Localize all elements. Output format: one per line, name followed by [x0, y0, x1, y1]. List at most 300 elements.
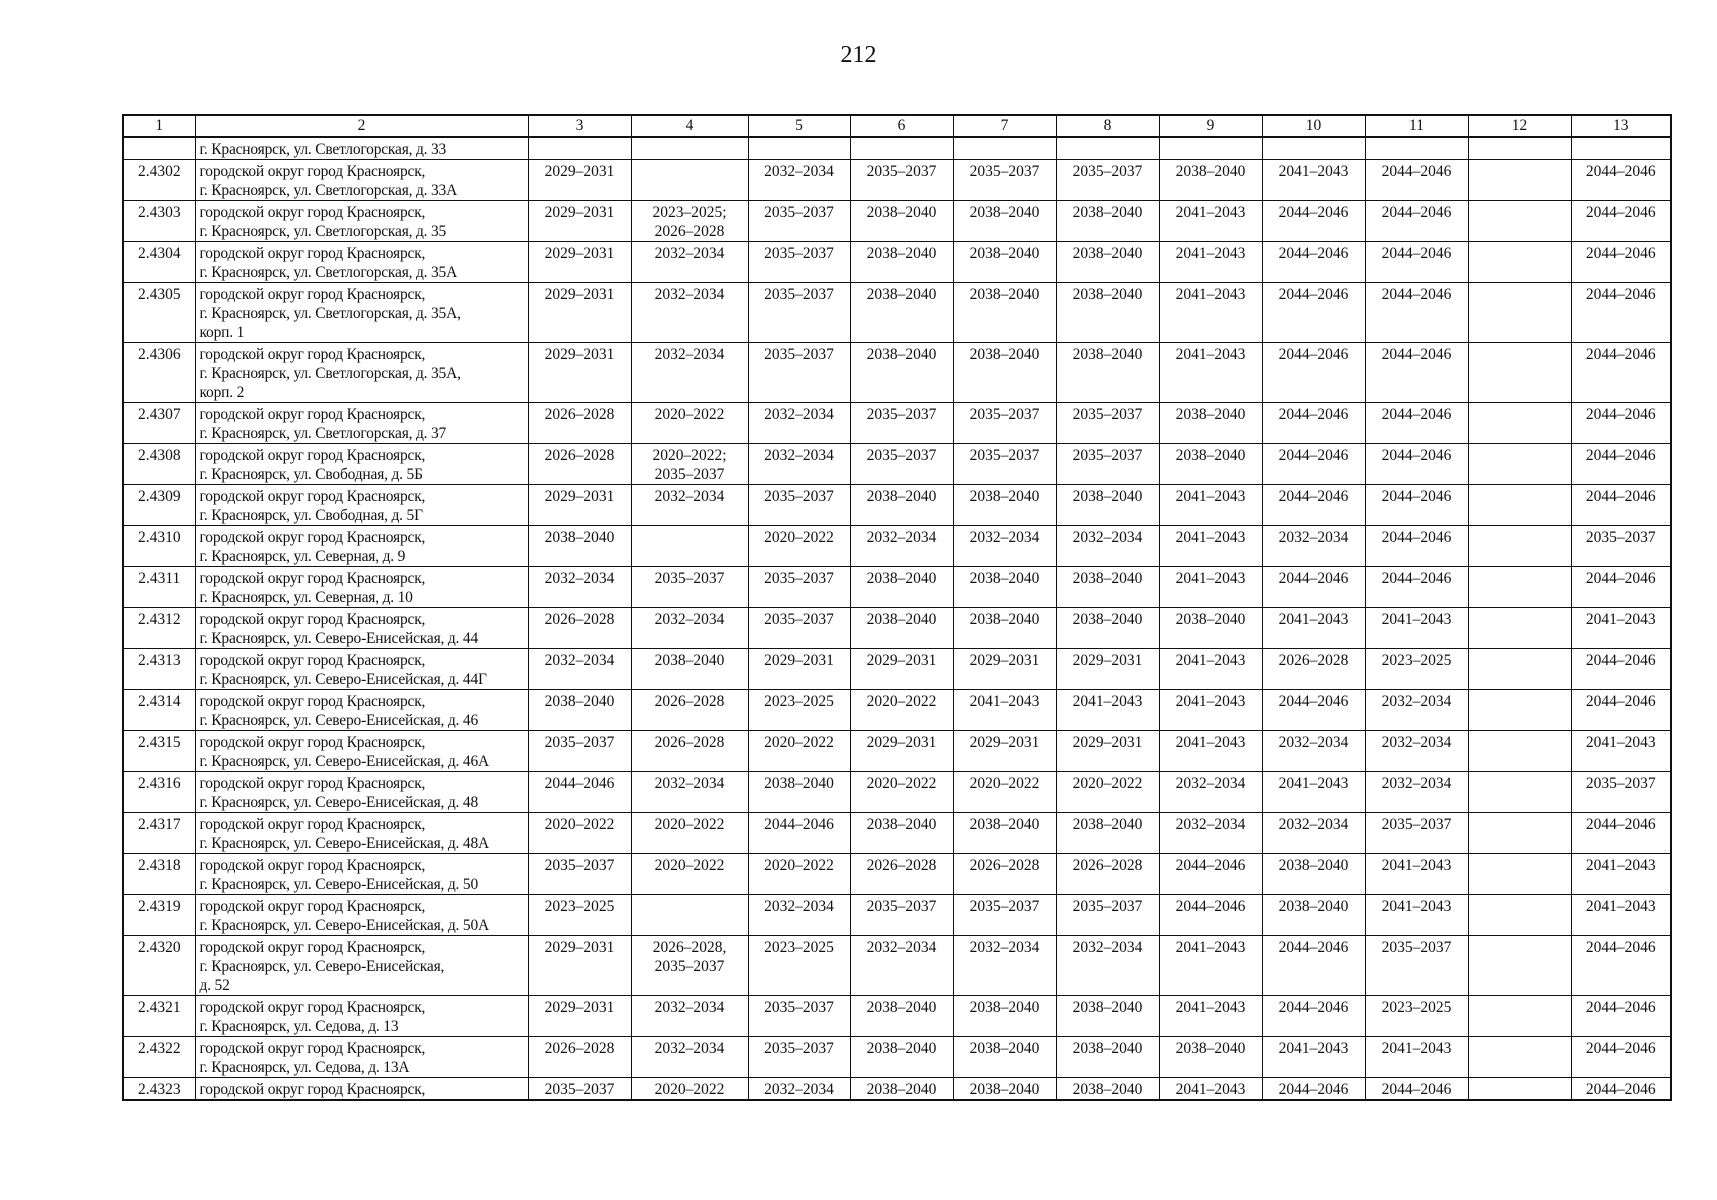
period-cell [1468, 608, 1571, 649]
period-cell: 2032–2034 [953, 526, 1056, 567]
period-cell: 2026–2028 [1262, 649, 1365, 690]
period-cell [1468, 485, 1571, 526]
table-row [123, 854, 1671, 895]
period-cell: 2020–2022 [748, 854, 850, 895]
period-cell: 2035–2037 [850, 895, 953, 936]
period-cell: 2038–2040 [850, 283, 953, 343]
period-cell: 2029–2031 [850, 649, 953, 690]
period-cell: 2029–2031 [748, 649, 850, 690]
period-cell [1468, 895, 1571, 936]
period-cell: 2038–2040 [850, 201, 953, 242]
period-cell: 2038–2040 [850, 343, 953, 403]
column-header: 11 [1365, 115, 1468, 137]
period-cell: 2035–2037 [748, 608, 850, 649]
column-header: 10 [1262, 115, 1365, 137]
period-cell: 2038–2040 [1056, 996, 1159, 1037]
column-header: 4 [631, 115, 748, 137]
period-cell: 2041–2043 [1571, 608, 1671, 649]
period-cell: 2023–2025 [1365, 649, 1468, 690]
period-cell: 2038–2040 [953, 1078, 1056, 1101]
address-cell: городской округ город Красноярск, г. Красноярск, ул. Светлогорская, д. 33А [195, 160, 528, 201]
address-cell: городской округ город Красноярск, г. Красноярск, ул. Северо-Енисейская, д. 52 [195, 936, 528, 996]
column-header: 3 [528, 115, 631, 137]
period-cell: 2032–2034 [1262, 813, 1365, 854]
period-cell: 2035–2037 [748, 1037, 850, 1078]
period-cell: 2044–2046 [1262, 444, 1365, 485]
period-cell: 2044–2046 [1365, 444, 1468, 485]
period-cell: 2032–2034 [631, 343, 748, 403]
period-cell: 2023–2025 [748, 936, 850, 996]
period-cell: 2023–2025; 2026–2028 [631, 201, 748, 242]
period-cell: 2023–2025 [748, 690, 850, 731]
period-cell: 2044–2046 [1571, 283, 1671, 343]
row-number-cell: 2.4302 [123, 160, 195, 201]
period-cell: 2026–2028 [528, 444, 631, 485]
period-cell: 2038–2040 [1056, 813, 1159, 854]
period-cell: 2044–2046 [748, 813, 850, 854]
table-row [123, 242, 1671, 283]
table-row [123, 608, 1671, 649]
period-cell: 2026–2028 [528, 1037, 631, 1078]
period-cell [1468, 403, 1571, 444]
address-cell: городской округ город Красноярск, г. Красноярск, ул. Северная, д. 10 [195, 567, 528, 608]
column-header: 5 [748, 115, 850, 137]
period-cell: 2038–2040 [528, 690, 631, 731]
column-header: 2 [195, 115, 528, 137]
address-cell: городской округ город Красноярск, г. Красноярск, ул. Свободная, д. 5Г [195, 485, 528, 526]
period-cell: 2032–2034 [748, 403, 850, 444]
period-cell: 2026–2028 [953, 854, 1056, 895]
address-cell: городской округ город Красноярск, г. Красноярск, ул. Свободная, д. 5Б [195, 444, 528, 485]
period-cell: 2044–2046 [1571, 343, 1671, 403]
period-cell: 2041–2043 [1159, 201, 1262, 242]
address-cell: городской округ город Красноярск, г. Красноярск, ул. Седова, д. 13А [195, 1037, 528, 1078]
table-row [123, 526, 1671, 567]
period-cell: 2044–2046 [1571, 485, 1671, 526]
period-cell: 2020–2022 [1056, 772, 1159, 813]
period-cell: 2032–2034 [1056, 936, 1159, 996]
period-cell: 2038–2040 [1159, 444, 1262, 485]
period-cell: 2041–2043 [1159, 485, 1262, 526]
period-cell: 2041–2043 [1571, 895, 1671, 936]
period-cell: 2044–2046 [1365, 160, 1468, 201]
period-cell: 2044–2046 [1262, 567, 1365, 608]
period-cell: 2044–2046 [1571, 1078, 1671, 1101]
row-number-cell: 2.4319 [123, 895, 195, 936]
table-row [123, 137, 1671, 160]
period-cell: 2038–2040 [1056, 343, 1159, 403]
period-cell: 2038–2040 [1262, 854, 1365, 895]
address-cell: г. Красноярск, ул. Светлогорская, д. 33 [195, 137, 528, 160]
period-cell: 2032–2034 [1262, 731, 1365, 772]
row-number-cell: 2.4313 [123, 649, 195, 690]
period-cell: 2041–2043 [1159, 567, 1262, 608]
period-cell [631, 526, 748, 567]
period-cell: 2041–2043 [1159, 526, 1262, 567]
period-cell [631, 137, 748, 160]
period-cell: 2020–2022 [631, 1078, 748, 1101]
table-row [123, 813, 1671, 854]
period-cell: 2044–2046 [1571, 996, 1671, 1037]
period-cell: 2020–2022; 2035–2037 [631, 444, 748, 485]
period-cell: 2038–2040 [1056, 283, 1159, 343]
period-cell [1468, 1037, 1571, 1078]
period-cell: 2044–2046 [1571, 160, 1671, 201]
period-cell: 2041–2043 [1159, 996, 1262, 1037]
period-cell: 2029–2031 [528, 283, 631, 343]
table-row [123, 731, 1671, 772]
period-cell: 2032–2034 [631, 772, 748, 813]
period-cell: 2032–2034 [748, 160, 850, 201]
period-cell: 2032–2034 [1056, 526, 1159, 567]
row-number-cell: 2.4310 [123, 526, 195, 567]
table-row [123, 201, 1671, 242]
row-number-cell: 2.4317 [123, 813, 195, 854]
period-cell: 2038–2040 [1056, 1078, 1159, 1101]
row-number-cell [123, 137, 195, 160]
period-cell [1468, 283, 1571, 343]
period-cell: 2035–2037 [528, 1078, 631, 1101]
period-cell: 2041–2043 [1056, 690, 1159, 731]
page-number: 212 [840, 42, 877, 68]
period-cell: 2041–2043 [1262, 1037, 1365, 1078]
column-header: 6 [850, 115, 953, 137]
period-cell: 2035–2037 [1571, 772, 1671, 813]
period-cell: 2035–2037 [850, 160, 953, 201]
period-cell: 2026–2028 [1056, 854, 1159, 895]
period-cell: 2038–2040 [850, 1078, 953, 1101]
address-cell: городской округ город Красноярск, г. Красноярск, ул. Светлогорская, д. 35А [195, 242, 528, 283]
period-cell: 2044–2046 [1365, 201, 1468, 242]
period-cell [1571, 137, 1671, 160]
period-cell [1468, 526, 1571, 567]
period-cell [1468, 567, 1571, 608]
period-cell: 2038–2040 [1159, 403, 1262, 444]
period-cell [1159, 137, 1262, 160]
period-cell: 2041–2043 [1159, 242, 1262, 283]
period-cell: 2029–2031 [528, 485, 631, 526]
address-cell: городской округ город Красноярск, г. Красноярск, ул. Северо-Енисейская, д. 44 [195, 608, 528, 649]
period-cell: 2044–2046 [1365, 283, 1468, 343]
period-cell: 2032–2034 [850, 526, 953, 567]
period-cell [1056, 137, 1159, 160]
period-cell: 2038–2040 [1159, 1037, 1262, 1078]
period-cell: 2038–2040 [953, 813, 1056, 854]
period-cell: 2044–2046 [1365, 526, 1468, 567]
column-header: 9 [1159, 115, 1262, 137]
period-cell: 2041–2043 [953, 690, 1056, 731]
period-cell: 2038–2040 [850, 813, 953, 854]
period-cell: 2035–2037 [748, 201, 850, 242]
table-row [123, 1078, 1671, 1101]
period-cell: 2041–2043 [1159, 649, 1262, 690]
period-cell [1468, 1078, 1571, 1101]
column-header: 13 [1571, 115, 1671, 137]
period-cell: 2020–2022 [748, 731, 850, 772]
period-cell: 2041–2043 [1159, 936, 1262, 996]
row-number-cell: 2.4306 [123, 343, 195, 403]
period-cell: 2035–2037 [1056, 160, 1159, 201]
table-row [123, 567, 1671, 608]
period-cell: 2044–2046 [1571, 649, 1671, 690]
period-cell [1468, 649, 1571, 690]
period-cell: 2038–2040 [953, 242, 1056, 283]
period-cell: 2032–2034 [1159, 772, 1262, 813]
period-cell: 2035–2037 [631, 567, 748, 608]
period-cell: 2032–2034 [1159, 813, 1262, 854]
period-cell [1468, 137, 1571, 160]
row-number-cell: 2.4303 [123, 201, 195, 242]
period-cell: 2035–2037 [748, 242, 850, 283]
period-cell: 2044–2046 [1262, 936, 1365, 996]
period-cell: 2038–2040 [528, 526, 631, 567]
period-cell: 2032–2034 [631, 485, 748, 526]
period-cell: 2029–2031 [528, 201, 631, 242]
address-cell: городской округ город Красноярск, г. Красноярск, ул. Северо-Енисейская, д. 44Г [195, 649, 528, 690]
period-cell: 2035–2037 [748, 567, 850, 608]
schedule-table [122, 114, 1672, 1101]
address-cell: городской округ город Красноярск, г. Красноярск, ул. Северо-Енисейская, д. 46 [195, 690, 528, 731]
period-cell: 2026–2028 [528, 608, 631, 649]
period-cell: 2041–2043 [1159, 731, 1262, 772]
period-cell: 2038–2040 [953, 485, 1056, 526]
period-cell: 2032–2034 [1365, 690, 1468, 731]
period-cell [1468, 690, 1571, 731]
period-cell: 2035–2037 [528, 854, 631, 895]
period-cell: 2044–2046 [1571, 201, 1671, 242]
period-cell: 2038–2040 [953, 996, 1056, 1037]
period-cell [1468, 444, 1571, 485]
address-cell: городской округ город Красноярск, г. Красноярск, ул. Светлогорская, д. 37 [195, 403, 528, 444]
period-cell: 2032–2034 [631, 1037, 748, 1078]
period-cell: 2035–2037 [748, 343, 850, 403]
period-cell: 2026–2028 [631, 731, 748, 772]
column-header: 12 [1468, 115, 1571, 137]
period-cell: 2023–2025 [1365, 996, 1468, 1037]
address-cell: городской округ город Красноярск, г. Красноярск, ул. Седова, д. 13 [195, 996, 528, 1037]
row-number-cell: 2.4312 [123, 608, 195, 649]
row-number-cell: 2.4311 [123, 567, 195, 608]
period-cell [631, 160, 748, 201]
row-number-cell: 2.4321 [123, 996, 195, 1037]
period-cell [631, 895, 748, 936]
period-cell: 2035–2037 [1056, 403, 1159, 444]
address-cell: городской округ город Красноярск, г. Красноярск, ул. Северо-Енисейская, д. 48 [195, 772, 528, 813]
row-number-cell: 2.4305 [123, 283, 195, 343]
period-cell [1468, 343, 1571, 403]
period-cell: 2020–2022 [953, 772, 1056, 813]
period-cell: 2035–2037 [748, 283, 850, 343]
period-cell: 2032–2034 [528, 649, 631, 690]
period-cell: 2044–2046 [1262, 201, 1365, 242]
period-cell: 2044–2046 [1262, 1078, 1365, 1101]
period-cell: 2038–2040 [850, 996, 953, 1037]
period-cell [1468, 936, 1571, 996]
period-cell: 2035–2037 [1365, 936, 1468, 996]
period-cell [1468, 813, 1571, 854]
period-cell: 2020–2022 [850, 772, 953, 813]
period-cell: 2038–2040 [850, 242, 953, 283]
address-cell: городской округ город Красноярск, г. Красноярск, ул. Светлогорская, д. 35А, корп. 2 [195, 343, 528, 403]
period-cell: 2044–2046 [1262, 283, 1365, 343]
period-cell: 2044–2046 [1262, 996, 1365, 1037]
period-cell: 2035–2037 [1056, 444, 1159, 485]
period-cell: 2038–2040 [1056, 485, 1159, 526]
address-cell: городской округ город Красноярск, г. Красноярск, ул. Северо-Енисейская, д. 50А [195, 895, 528, 936]
table-body [123, 137, 1671, 1100]
period-cell [1468, 731, 1571, 772]
period-cell: 2032–2034 [631, 242, 748, 283]
table-row [123, 895, 1671, 936]
address-cell: городской округ город Красноярск, г. Красноярск, ул. Северная, д. 9 [195, 526, 528, 567]
period-cell: 2044–2046 [1571, 444, 1671, 485]
row-number-cell: 2.4304 [123, 242, 195, 283]
period-cell: 2038–2040 [953, 201, 1056, 242]
period-cell: 2044–2046 [1365, 485, 1468, 526]
period-cell: 2023–2025 [528, 895, 631, 936]
period-cell: 2029–2031 [528, 343, 631, 403]
header-row [123, 115, 1671, 137]
period-cell: 2041–2043 [1262, 160, 1365, 201]
table-row [123, 343, 1671, 403]
table-row [123, 649, 1671, 690]
period-cell: 2044–2046 [1571, 567, 1671, 608]
period-cell: 2035–2037 [748, 996, 850, 1037]
period-cell: 2035–2037 [1365, 813, 1468, 854]
period-cell: 2032–2034 [528, 567, 631, 608]
period-cell: 2044–2046 [1365, 242, 1468, 283]
row-number-cell: 2.4314 [123, 690, 195, 731]
period-cell: 2044–2046 [1365, 1078, 1468, 1101]
period-cell: 2044–2046 [1571, 403, 1671, 444]
period-cell: 2029–2031 [1056, 731, 1159, 772]
period-cell: 2029–2031 [528, 242, 631, 283]
period-cell [1468, 996, 1571, 1037]
period-cell: 2029–2031 [528, 160, 631, 201]
period-cell: 2038–2040 [631, 649, 748, 690]
period-cell: 2032–2034 [748, 895, 850, 936]
period-cell: 2044–2046 [1571, 1037, 1671, 1078]
period-cell: 2032–2034 [1262, 526, 1365, 567]
period-cell: 2035–2037 [850, 444, 953, 485]
period-cell: 2041–2043 [1365, 608, 1468, 649]
period-cell [748, 137, 850, 160]
row-number-cell: 2.4307 [123, 403, 195, 444]
period-cell: 2041–2043 [1262, 608, 1365, 649]
row-number-cell: 2.4322 [123, 1037, 195, 1078]
period-cell: 2044–2046 [1262, 343, 1365, 403]
period-cell: 2026–2028 [528, 403, 631, 444]
table-row [123, 444, 1671, 485]
period-cell: 2026–2028, 2035–2037 [631, 936, 748, 996]
table-row [123, 772, 1671, 813]
period-cell: 2038–2040 [850, 485, 953, 526]
table-row [123, 160, 1671, 201]
row-number-cell: 2.4323 [123, 1078, 195, 1101]
period-cell: 2038–2040 [953, 343, 1056, 403]
period-cell: 2038–2040 [1159, 160, 1262, 201]
period-cell: 2044–2046 [1262, 242, 1365, 283]
period-cell [1262, 137, 1365, 160]
period-cell: 2038–2040 [953, 608, 1056, 649]
period-cell: 2032–2034 [1365, 731, 1468, 772]
period-cell: 2038–2040 [1159, 608, 1262, 649]
period-cell: 2038–2040 [953, 283, 1056, 343]
period-cell: 2020–2022 [528, 813, 631, 854]
row-number-cell: 2.4318 [123, 854, 195, 895]
period-cell: 2035–2037 [748, 485, 850, 526]
period-cell: 2038–2040 [850, 567, 953, 608]
period-cell: 2035–2037 [528, 731, 631, 772]
period-cell: 2044–2046 [1571, 242, 1671, 283]
period-cell: 2038–2040 [1262, 895, 1365, 936]
period-cell: 2041–2043 [1262, 772, 1365, 813]
period-cell: 2044–2046 [1262, 403, 1365, 444]
period-cell: 2020–2022 [631, 854, 748, 895]
period-cell: 2032–2034 [631, 608, 748, 649]
column-header: 8 [1056, 115, 1159, 137]
table-row [123, 996, 1671, 1037]
period-cell: 2032–2034 [631, 283, 748, 343]
period-cell: 2044–2046 [1365, 403, 1468, 444]
period-cell: 2035–2037 [850, 403, 953, 444]
period-cell: 2029–2031 [1056, 649, 1159, 690]
period-cell: 2038–2040 [1056, 608, 1159, 649]
period-cell: 2032–2034 [748, 444, 850, 485]
period-cell: 2035–2037 [953, 160, 1056, 201]
address-cell: городской округ город Красноярск, г. Красноярск, ул. Северо-Енисейская, д. 50 [195, 854, 528, 895]
period-cell [528, 137, 631, 160]
period-cell: 2041–2043 [1159, 343, 1262, 403]
period-cell: 2026–2028 [631, 690, 748, 731]
period-cell: 2044–2046 [1571, 813, 1671, 854]
address-cell: городской округ город Красноярск, г. Красноярск, ул. Северо-Енисейская, д. 46А [195, 731, 528, 772]
period-cell [1365, 137, 1468, 160]
period-cell: 2020–2022 [850, 690, 953, 731]
period-cell [1468, 242, 1571, 283]
period-cell [1468, 201, 1571, 242]
period-cell: 2041–2043 [1365, 854, 1468, 895]
table-row [123, 936, 1671, 996]
period-cell: 2029–2031 [528, 996, 631, 1037]
period-cell: 2020–2022 [631, 813, 748, 854]
period-cell [953, 137, 1056, 160]
period-cell: 2032–2034 [953, 936, 1056, 996]
period-cell: 2038–2040 [1056, 567, 1159, 608]
period-cell: 2041–2043 [1365, 895, 1468, 936]
period-cell: 2029–2031 [528, 936, 631, 996]
address-cell: городской округ город Красноярск, [195, 1078, 528, 1101]
table-row [123, 690, 1671, 731]
period-cell: 2032–2034 [748, 1078, 850, 1101]
row-number-cell: 2.4309 [123, 485, 195, 526]
row-number-cell: 2.4315 [123, 731, 195, 772]
period-cell: 2044–2046 [1159, 895, 1262, 936]
period-cell: 2035–2037 [1056, 895, 1159, 936]
table-row [123, 485, 1671, 526]
period-cell: 2035–2037 [953, 403, 1056, 444]
period-cell: 2038–2040 [1056, 242, 1159, 283]
table-row [123, 403, 1671, 444]
column-header: 7 [953, 115, 1056, 137]
period-cell: 2038–2040 [1056, 201, 1159, 242]
period-cell: 2029–2031 [850, 731, 953, 772]
period-cell: 2044–2046 [1262, 485, 1365, 526]
period-cell: 2041–2043 [1159, 283, 1262, 343]
period-cell: 2035–2037 [953, 895, 1056, 936]
period-cell: 2020–2022 [631, 403, 748, 444]
address-cell: городской округ город Красноярск, г. Красноярск, ул. Северо-Енисейская, д. 48А [195, 813, 528, 854]
